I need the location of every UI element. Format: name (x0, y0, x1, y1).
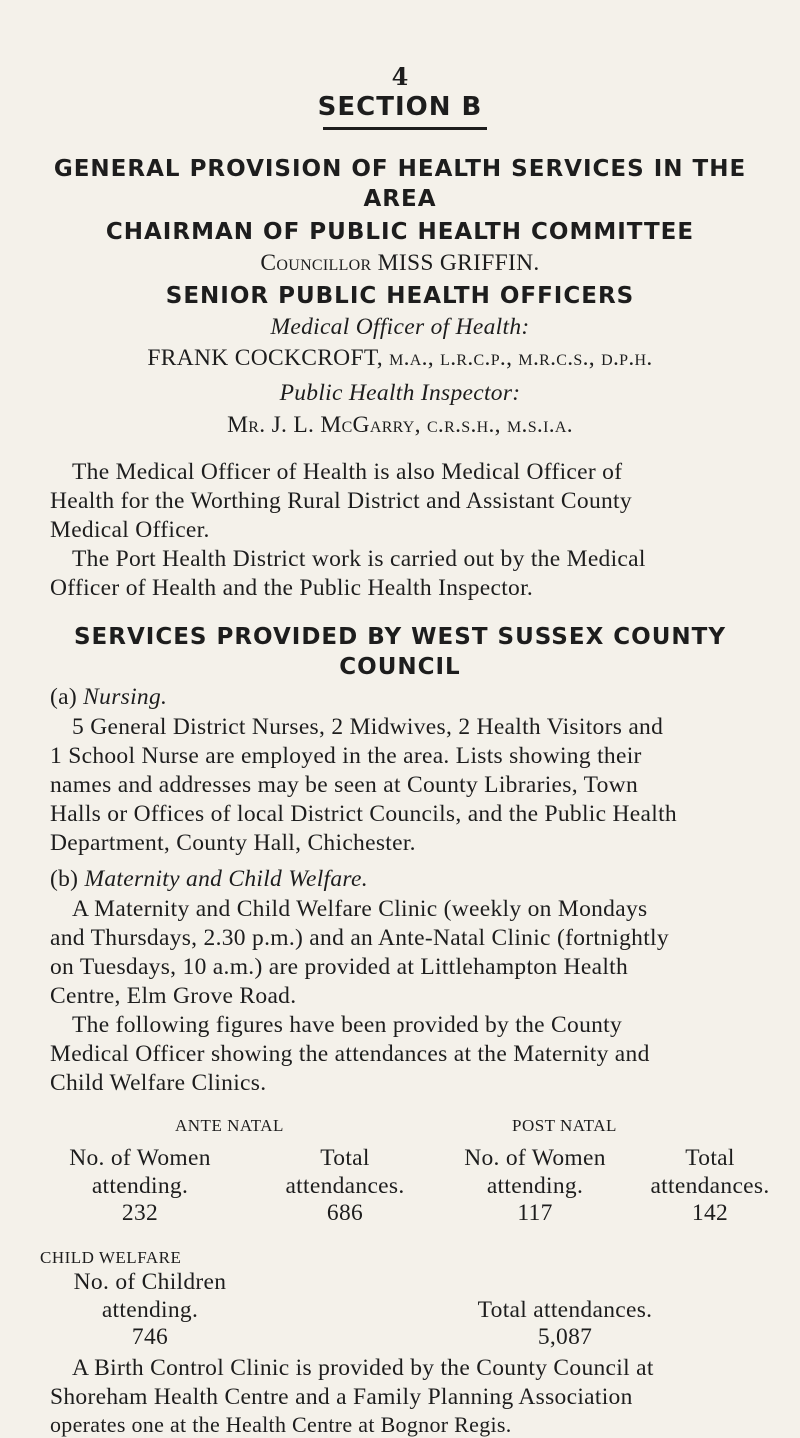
para-port-line: The Port Health District work is carried out by the Medical (72, 546, 646, 572)
figures-line: Child Welfare Clinics. (50, 1070, 267, 1096)
moh-title: Medical Officer of Health: (270, 314, 530, 340)
birth-control-line: Shoreham Health Centre and a Family Planning Association (50, 1384, 633, 1410)
birth-control-line: operates one at the Health Centre at Bognor Regis. (50, 1412, 512, 1437)
child-welfare-heading: CHILD WELFARE (40, 1248, 182, 1267)
nursing-line: Department, County Hall, Chichester. (50, 830, 416, 856)
services-heading-line2: COUNCIL (339, 654, 461, 680)
table-cell: 746 (131, 1324, 169, 1350)
para-moh-line: The Medical Officer of Health is also Medical Officer of (72, 459, 623, 485)
table-cell: 117 (517, 1200, 553, 1226)
nursing-line: 1 School Nurse are employed in the area. Lists showing their (50, 743, 642, 769)
para-moh-line: Medical Officer. (50, 517, 210, 543)
figures-line: The following figures have been provided by the County (72, 1012, 623, 1038)
maternity-line: on Tuesdays, 10 a.m.) are provided at Littlehampton Health (50, 954, 629, 980)
table-cell: 5,087 (537, 1324, 593, 1350)
maternity-label: (b) (50, 866, 79, 892)
general-heading-line2: AREA (363, 186, 437, 212)
senior-officers-heading: SENIOR PUBLIC HEALTH OFFICERS (165, 283, 635, 309)
post-natal-heading: POST NATAL (512, 1116, 617, 1135)
maternity-heading (50, 866, 368, 893)
nursing-label: (a) (50, 684, 77, 710)
para-moh-line: Health for the Worthing Rural District and Assistant County (50, 488, 632, 514)
general-heading-line1: GENERAL PROVISION OF HEALTH SERVICES IN THE (53, 156, 747, 182)
table-col-header: Total (320, 1145, 370, 1171)
ante-natal-heading: ANTE NATAL (175, 1116, 284, 1135)
table-cell: 686 (326, 1200, 364, 1226)
table-col-header: No. of Women (464, 1145, 606, 1171)
birth-control-line: A Birth Control Clinic is provided by the County Council at (72, 1355, 654, 1381)
maternity-line: and Thursdays, 2.30 p.m.) and an Ante-Natal Clinic (fortnightly (50, 925, 669, 951)
chairman-name: Councillor MISS GRIFFIN. (260, 250, 540, 276)
nursing-title: Nursing. (83, 684, 168, 710)
table-col-header: attendances. (650, 1173, 770, 1199)
maternity-line: A Maternity and Child Welfare Clinic (weekly on Mondays (72, 896, 648, 922)
maternity-title: Maternity and Child Welfare. (84, 866, 368, 892)
figures-line: Medical Officer showing the attendances at the Maternity and (50, 1041, 650, 1067)
phi-name: Mr. J. L. McGarry, c.r.s.h., m.s.i.a. (227, 412, 573, 438)
para-port-line: Officer of Health and the Public Health Inspector. (50, 575, 534, 601)
nursing-line: names and addresses may be seen at County Libraries, Town (50, 772, 639, 798)
table-col-header: Total attendances. (477, 1297, 653, 1323)
nursing-line: Halls or Offices of local District Councils, and the Public Health (50, 801, 677, 827)
section-title-underline (323, 127, 487, 130)
table-col-header: Total (685, 1145, 735, 1171)
section-title: SECTION B (317, 92, 483, 122)
table-col-header: attending. (101, 1297, 199, 1323)
table-col-header: No. of Children (73, 1269, 227, 1295)
page-number: 4 (391, 62, 409, 91)
nursing-line: 5 General District Nurses, 2 Midwives, 2 Health Visitors and (72, 714, 664, 740)
chairman-heading: CHAIRMAN OF PUBLIC HEALTH COMMITTEE (105, 219, 695, 245)
services-heading-line1: SERVICES PROVIDED BY WEST SUSSEX COUNTY (73, 624, 727, 650)
maternity-line: Centre, Elm Grove Road. (50, 983, 297, 1009)
table-col-header: attending. (486, 1173, 584, 1199)
moh-name: FRANK COCKCROFT, m.a., l.r.c.p., m.r.c.s., d.p.h. (147, 345, 653, 371)
nursing-heading (50, 684, 167, 711)
table-col-header: attendances. (285, 1173, 405, 1199)
table-cell: 232 (121, 1200, 159, 1226)
table-cell: 142 (691, 1200, 729, 1226)
table-col-header: No. of Women (69, 1145, 211, 1171)
phi-title: Public Health Inspector: (279, 380, 521, 406)
table-col-header: attending. (91, 1173, 189, 1199)
